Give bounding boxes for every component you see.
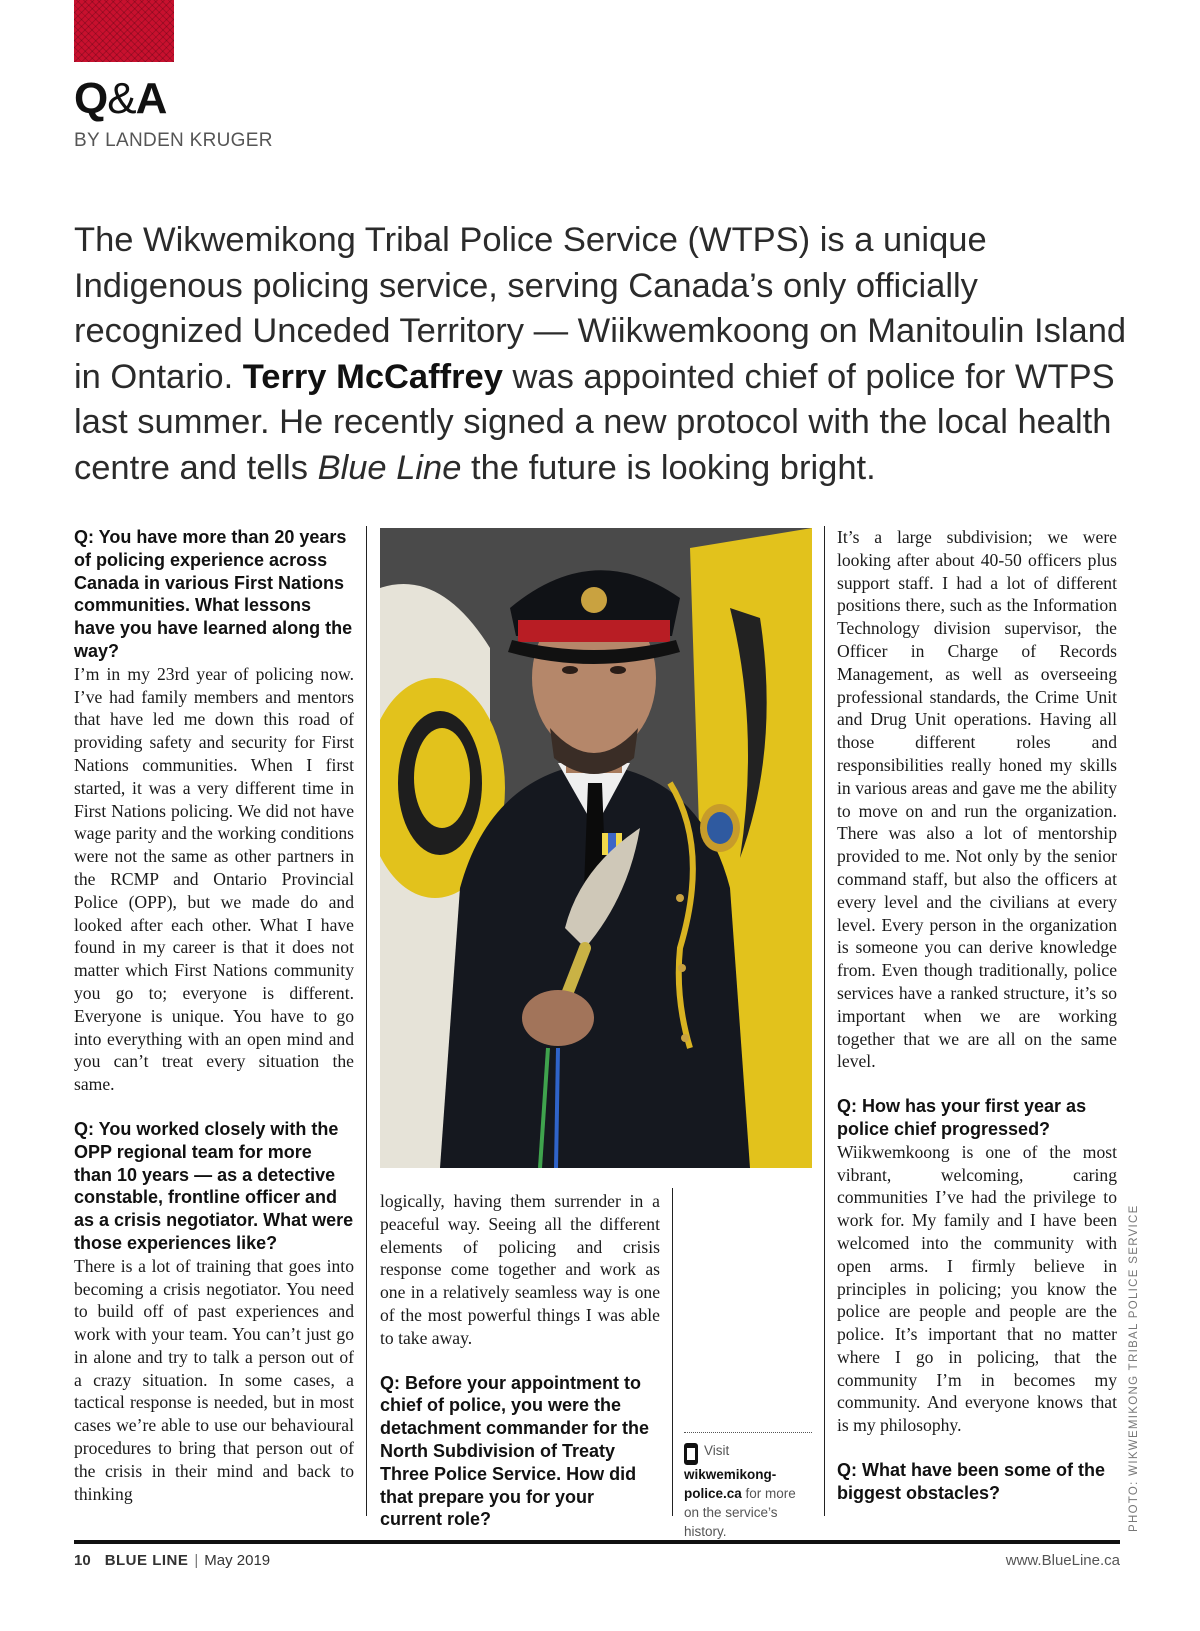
answer-4: Wiikwemkoong is one of the most vibrant, welcoming, caring communities I’ve had the privilege to work for. My family and I have been welcomed into the community with open arms. I firmly believe in principles in policing; you know the police are people and people are the police. It’s important that no matter where I go in policing, that the community I’m in becomes my community. And everyone knows that is my philosophy.: [837, 1141, 1117, 1436]
question-1: Q: You have more than 20 years of policing experience across Canada in various First Nations communities. What lessons have you have learned along the way?: [74, 527, 353, 661]
answer-2-continued: logically, having them surrender in a peaceful way. Seeing all the different elements of policing and crisis response come together and work as one in a relatively seamless way is one of the most powerful things I was able to take away.: [380, 1191, 660, 1348]
website-callout: Visit wikwemikong-police.ca for more on the service’s history.: [684, 1432, 812, 1541]
section-color-block: [74, 0, 174, 62]
column-divider: [672, 1188, 673, 1516]
magazine-name: BLUE LINE: [104, 1552, 189, 1569]
footer-rule: [74, 1540, 1120, 1544]
section-title: Q&A: [74, 74, 167, 123]
subject-name: Terry McCaffrey: [242, 357, 503, 396]
column-divider: [824, 526, 825, 1516]
article-column-3: [837, 526, 1117, 1505]
issue-date: May 2019: [204, 1552, 271, 1569]
answer-1: I’m in my 23rd year of policing now. I’ve had family members and mentors that have led me down this road of providing safety and security for First Nations communities. When I first started, it was a very different time in First Nations policing. We did not have wage parity and the working conditions were not the same as other partners in the RCMP and Ontario Provincial Police (OPP), but we made do and looked after each other. What I have found in my career is that it does not matter which First Nations community you go to; everyone is different. Everyone is unique. You have to go into everything with an open mind and you can’t treat every situation the same.: [74, 663, 354, 1095]
question-2: Q: You worked closely with the OPP regional team for more than 10 years — as a detective constable, frontline officer and as a crisis negotiator. What were those experiences like?: [74, 1118, 354, 1253]
mobile-phone-icon: [684, 1443, 698, 1465]
portrait-photo: [380, 528, 812, 1168]
byline: BY LANDEN KRUGER: [74, 130, 273, 151]
intro-paragraph: The Wikwemikong Tribal Police Service (WTPS) is a unique Indigenous policing service, serving Canada’s only officially recognized Unceded Territory — Wiikwemkoong on Manitoulin Island in Ontario. Terry McCaffrey was appointed chief of police for WTPS last summer. He recently signed a new protocol with the local health centre and tells Blue Line the future is looking bright.: [74, 221, 1127, 487]
question-3: Q: Before your appointment to chief of police, you were the detachment commander for the North Subdivision of Treaty Three Police Service. How did that prepare you for your current role?: [380, 1372, 650, 1530]
column-divider: [366, 526, 367, 1516]
question-5: Q: What have been some of the biggest obstacles?: [837, 1460, 1106, 1503]
website-link[interactable]: wikwemikong-police.ca: [684, 1467, 777, 1501]
photo-credit: PHOTO: WIKWEMIKONG TRIBAL POLICE SERVICE: [1128, 1204, 1140, 1532]
page-footer: 10 BLUE LINE | May 2019 www.BlueLine.ca: [74, 1552, 1120, 1569]
publication-name: Blue Line: [317, 448, 462, 487]
website-url[interactable]: www.BlueLine.ca: [1005, 1552, 1120, 1569]
answer-2: There is a lot of training that goes into becoming a crisis negotiator. You need to build off of past experiences and work with your team. You can’t just go in alone and try to talk a person out of a crazy situation. In some cases, a tactical response is needed, but in most cases we’re able to use our behavioural procedures to bring that person out of the crisis in their mind and back to thinking: [74, 1255, 354, 1504]
article-column-2: [380, 1190, 660, 1531]
article-column-1: [74, 526, 354, 1516]
answer-3: It’s a large subdivision; we were looking after about 40-50 officers plus support staff. I had a lot of different positions there, such as the Information Technology division supervisor, the Officer in Charge of Records Management, as well as overseeing professional standards, the Crime Unit and Drug Unit operations. Having all those different roles and responsibilities really honed my skills in various areas and gave me the ability to move on and run the organization. There was also a lot of mentorship provided to me. Not only by the senior command staff, but also the officers at every level and the civilians at every level. Every person in the organization is someone you can derive knowledge from. Even though traditionally, police services have a ranked structure, it’s so important when we are working together that we are all on the same level.: [837, 527, 1117, 1072]
question-4: Q: How has your first year as police chief progressed?: [837, 1096, 1087, 1139]
page-number: 10: [74, 1552, 91, 1569]
